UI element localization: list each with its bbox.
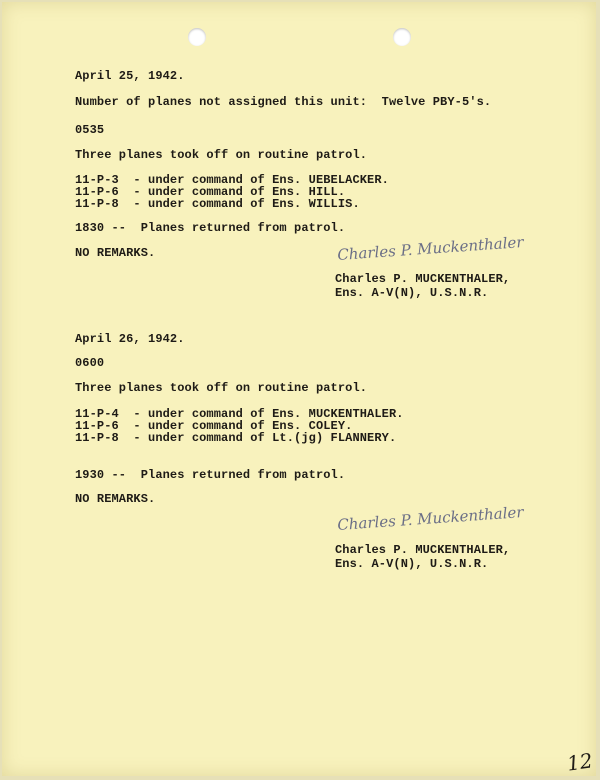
entry2-signature-script: Charles P. Muckenthaler: [336, 503, 525, 534]
punch-hole-left: [188, 28, 206, 46]
entry2-date: April 26, 1942.: [75, 332, 185, 346]
entry2-patrol-statement: Three planes took off on routine patrol.: [75, 381, 368, 395]
entry2-signature-name: Charles P. MUCKENTHALER,: [335, 543, 511, 557]
entry2-plane-1: 11-P-4 - under command of Ens. MUCKENTHALER.: [75, 407, 404, 421]
entry2-signature-rank: Ens. A-V(N), U.S.N.R.: [335, 557, 489, 571]
entry1-return: 1830 -- Planes returned from patrol.: [75, 221, 346, 235]
document-page: [2, 2, 596, 776]
entry1-plane-1: 11-P-3 - under command of Ens. UEBELACKER.: [75, 173, 389, 187]
entry1-patrol-statement: Three planes took off on routine patrol.: [75, 148, 368, 162]
entry1-plane-2: 11-P-6 - under command of Ens. HILL.: [75, 185, 346, 199]
entry1-plane-3: 11-P-8 - under command of Ens. WILLIS.: [75, 197, 360, 211]
entry2-plane-2: 11-P-6 - under command of Ens. COLEY.: [75, 419, 353, 433]
entry1-planes-not-assigned: Number of planes not assigned this unit: Twelve PBY-5's.: [75, 95, 492, 109]
entry2-time-out: 0600: [75, 356, 105, 370]
entry2-return: 1930 -- Planes returned from patrol.: [75, 468, 346, 482]
entry1-time-out: 0535: [75, 123, 105, 137]
entry1-signature-script: Charles P. Muckenthaler: [336, 233, 525, 264]
entry2-plane-3: 11-P-8 - under command of Lt.(jg) FLANNERY.: [75, 431, 397, 445]
entry2-remarks: NO REMARKS.: [75, 492, 156, 506]
entry1-signature-rank: Ens. A-V(N), U.S.N.R.: [335, 286, 489, 300]
punch-hole-right: [393, 28, 411, 46]
entry1-date: April 25, 1942.: [75, 69, 185, 83]
entry1-remarks: NO REMARKS.: [75, 246, 156, 260]
entry1-signature-name: Charles P. MUCKENTHALER,: [335, 272, 511, 286]
page-number: 12: [565, 748, 594, 776]
